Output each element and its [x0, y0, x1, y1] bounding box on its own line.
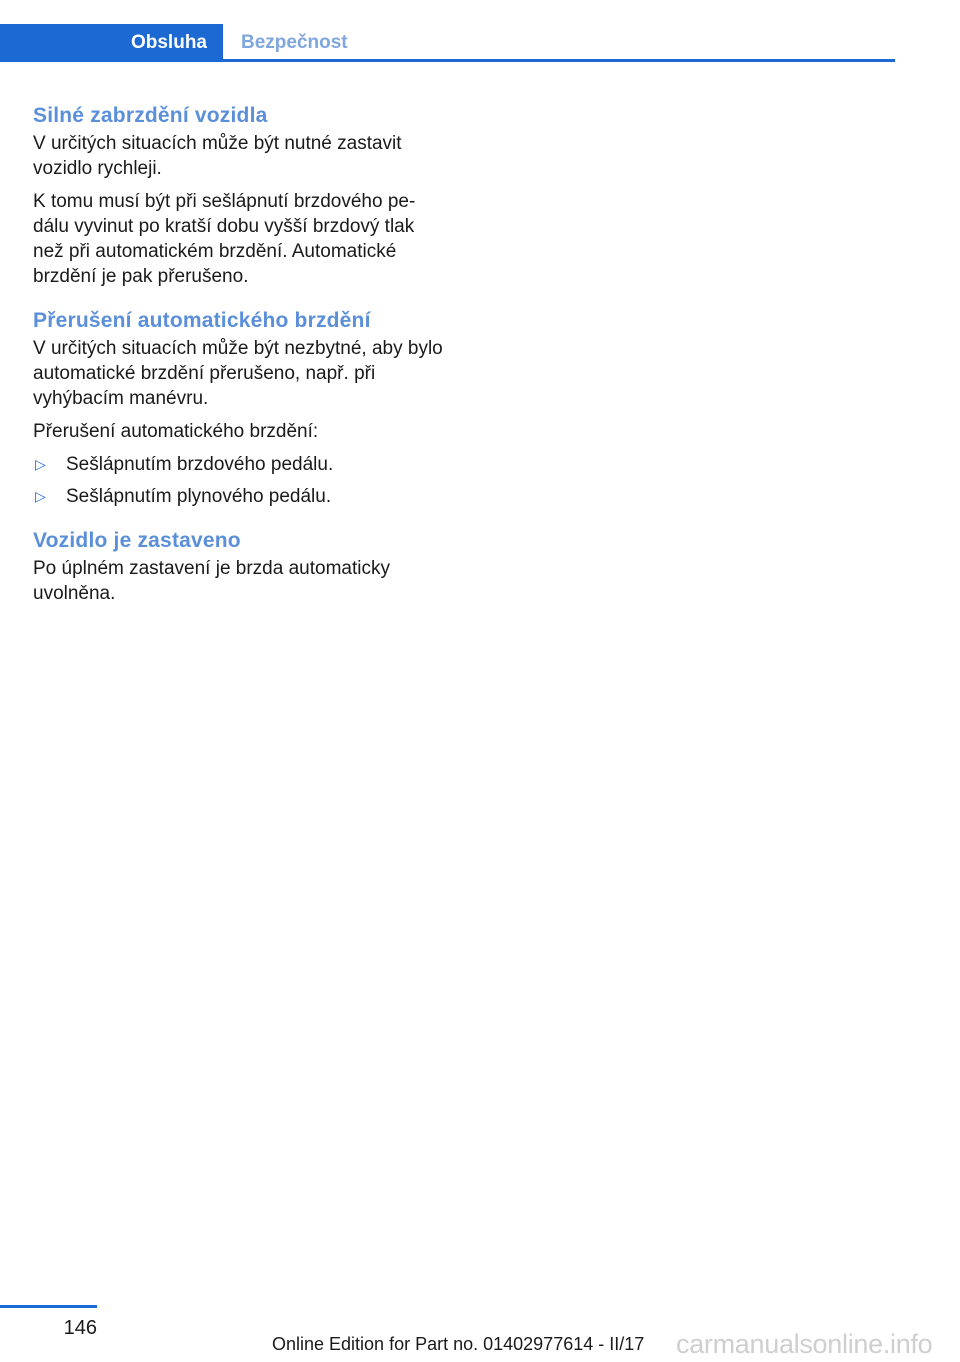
section-title-vozidlo-zastaveno: Vozidlo je zastaveno	[33, 529, 241, 552]
list-item	[33, 452, 443, 477]
paragraph: V určitých situacích může být nezbytné, aby bylo automatické brzdění přerušeno, např. při vyhýbacím manévru.	[33, 338, 443, 409]
main-content	[33, 101, 443, 606]
paragraph: Po úplném zastavení je brzda automaticky uvolněna.	[33, 558, 390, 604]
header-tab-bar	[0, 24, 895, 62]
paragraph: Přerušení automatického brzdění:	[33, 421, 319, 442]
paragraph: K tomu musí být při sešlápnutí brzdového pedálu vyvinut po kratší dobu vyšší brzdový tlak než při automatickém brzdění. Automatické brzdění je pak přerušeno.	[33, 191, 416, 287]
list-item	[33, 484, 443, 509]
watermark: carmanualsonline.info	[676, 1329, 933, 1359]
list-item-text: Sešlápnutím brzdového pedálu.	[66, 454, 334, 475]
header-divider	[0, 59, 895, 62]
triangle-right-icon: ▷	[35, 488, 46, 504]
page-number: 146	[63, 1317, 97, 1339]
triangle-right-icon: ▷	[35, 456, 46, 472]
footer-divider	[0, 1305, 97, 1308]
bullet-list	[33, 452, 443, 509]
section-title-silne-zabrzdeni: Silné zabrzdění vozidla	[33, 104, 268, 127]
section-title-preruseni-brzdeni: Přerušení automatického brzdění	[33, 309, 371, 332]
list-item-text: Sešlápnutím plynového pedálu.	[66, 486, 332, 507]
edition-note: Online Edition for Part no. 01402977614 - II/17	[272, 1334, 645, 1354]
tab-bezpecnost[interactable]: Bezpečnost	[241, 32, 348, 53]
paragraph: V určitých situacích může být nutné zastavit vozidlo rychleji.	[33, 133, 402, 179]
tab-obsluha[interactable]: Obsluha	[0, 24, 223, 62]
